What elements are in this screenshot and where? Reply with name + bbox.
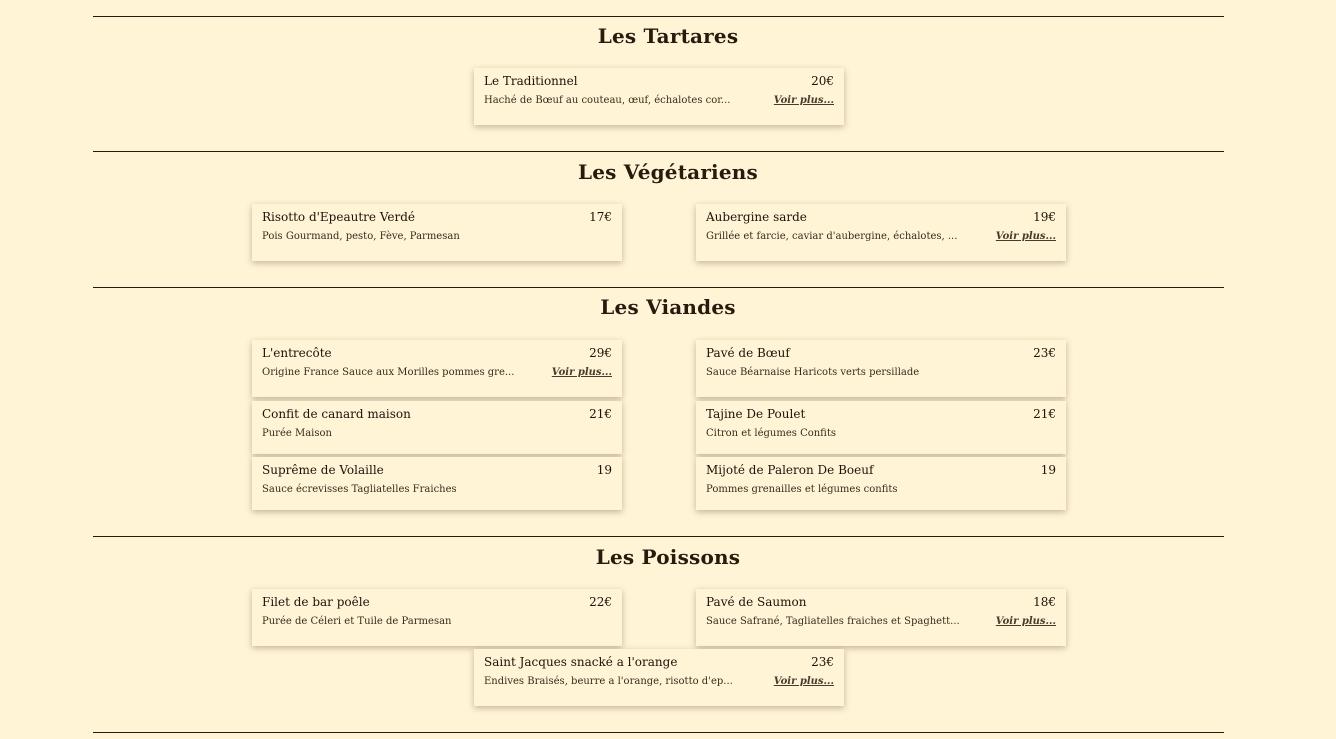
- menu-item-price: 20€: [811, 74, 834, 88]
- menu-item-le-traditionnel[interactable]: [474, 68, 844, 125]
- menu-item-price: 22€: [589, 595, 612, 609]
- section-title-vegetariens: Les Végétariens: [578, 160, 758, 184]
- menu-item-name: Pavé de Bœuf: [706, 346, 790, 360]
- menu-item-tajine-de-poulet[interactable]: [696, 401, 1066, 454]
- menu-item-description: Haché de Bœuf au couteau, œuf, échalotes cor...: [484, 95, 731, 106]
- menu-item-name: L'entrecôte: [262, 346, 332, 360]
- menu-item-price: 21€: [1033, 407, 1056, 421]
- menu-item-price: 19: [596, 463, 612, 477]
- menu-item-price: 19: [1040, 463, 1056, 477]
- see-more-link[interactable]: Voir plus...: [995, 616, 1056, 627]
- menu-item-price: 23€: [1033, 346, 1056, 360]
- menu-item-name: Filet de bar poêle: [262, 595, 370, 609]
- menu-item-supreme-de-volaille[interactable]: [252, 457, 622, 510]
- menu-item-name: Le Traditionnel: [484, 74, 578, 88]
- menu-item-pave-de-boeuf[interactable]: [696, 340, 1066, 397]
- section-title-tartares: Les Tartares: [597, 24, 739, 48]
- see-more-link[interactable]: Voir plus...: [773, 676, 834, 687]
- menu-item-description: Pommes grenailles et légumes confits: [706, 484, 898, 495]
- section-divider: [93, 151, 1224, 152]
- menu-item-name: Pavé de Saumon: [706, 595, 807, 609]
- menu-item-risotto-epeautre[interactable]: [252, 204, 622, 261]
- menu-item-price: 21€: [589, 407, 612, 421]
- menu-item-price: 23€: [811, 655, 834, 669]
- see-more-link[interactable]: Voir plus...: [773, 95, 834, 106]
- menu-item-name: Risotto d'Epeautre Verdé: [262, 210, 416, 224]
- see-more-link[interactable]: Voir plus...: [995, 231, 1056, 242]
- section-title-viandes: Les Viandes: [600, 295, 736, 319]
- menu-item-name: Suprême de Volaille: [262, 463, 384, 477]
- menu-item-description: Origine France Sauce aux Morilles pommes gre...: [262, 367, 515, 378]
- menu-item-price: 19€: [1033, 210, 1056, 224]
- menu-item-description: Purée Maison: [262, 428, 332, 439]
- section-divider: [93, 536, 1224, 537]
- section-divider: [93, 16, 1224, 17]
- menu-item-name: Mijoté de Paleron De Boeuf: [706, 463, 874, 477]
- section-divider: [93, 732, 1224, 733]
- menu-item-filet-de-bar[interactable]: [252, 589, 622, 646]
- menu-item-description: Purée de Céleri et Tuile de Parmesan: [262, 616, 452, 627]
- menu-item-name: Confit de canard maison: [262, 407, 411, 421]
- section-title-poissons: Les Poissons: [595, 545, 741, 569]
- menu-item-description: Pois Gourmand, pesto, Fève, Parmesan: [262, 231, 460, 242]
- menu-item-price: 17€: [589, 210, 612, 224]
- menu-item-description: Endives Braisés, beurre a l'orange, risotto d'ep...: [484, 676, 733, 687]
- menu-item-description: Sauce Safrané, Tagliatelles fraiches et Spaghett...: [706, 616, 960, 627]
- menu-item-name: Aubergine sarde: [706, 210, 807, 224]
- menu-item-saint-jacques[interactable]: [474, 649, 844, 706]
- menu-item-name: Saint Jacques snacké a l'orange: [484, 655, 678, 669]
- menu-item-price: 29€: [589, 346, 612, 360]
- menu-item-confit-de-canard[interactable]: [252, 401, 622, 454]
- menu-item-description: Sauce écrevisses Tagliatelles Fraiches: [262, 484, 457, 495]
- see-more-link[interactable]: Voir plus...: [551, 367, 612, 378]
- menu-item-pave-de-saumon[interactable]: [696, 589, 1066, 646]
- menu-item-name: Tajine De Poulet: [706, 407, 806, 421]
- menu-item-mijote-de-paleron[interactable]: [696, 457, 1066, 510]
- menu-item-description: Sauce Béarnaise Haricots verts persillade: [706, 367, 920, 378]
- menu-item-entrecote[interactable]: [252, 340, 622, 397]
- menu-item-description: Citron et légumes Confits: [706, 428, 837, 439]
- menu-item-price: 18€: [1033, 595, 1056, 609]
- section-divider: [93, 287, 1224, 288]
- menu-item-aubergine-sarde[interactable]: [696, 204, 1066, 261]
- menu-item-description: Grillée et farcie, caviar d'aubergine, échalotes, ...: [706, 231, 958, 242]
